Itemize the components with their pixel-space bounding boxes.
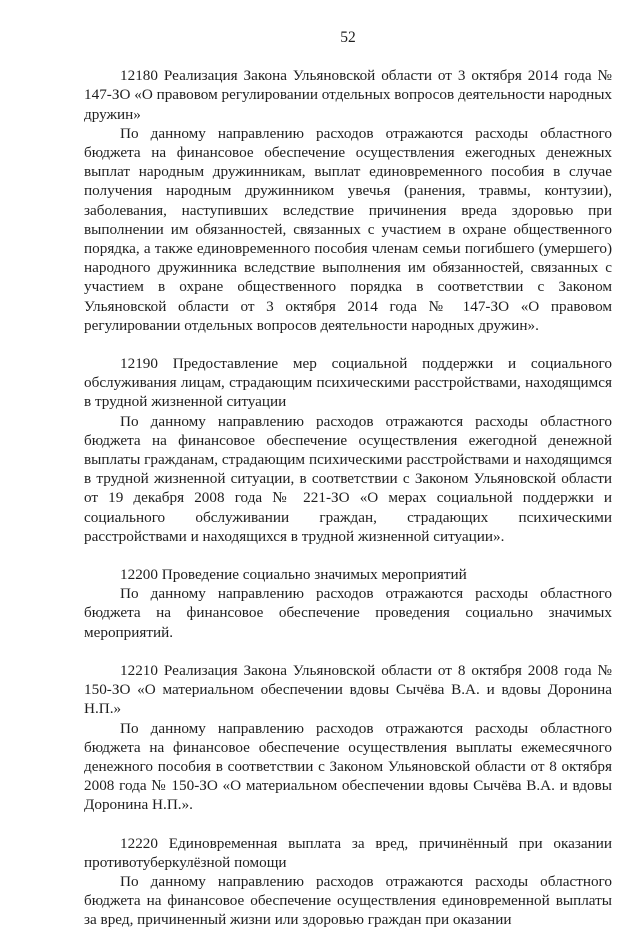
page-number: 52 bbox=[340, 29, 356, 46]
section-body: По данному направлению расходов отражаются расходы областного бюджета на финансовое обеспечение осуществления ежегодных денежных выплат народным дружинникам, выплат единовременного пособия в случае получения народным дружинником увечья (ранения, травмы, контузии), заболевания, наступивших вследствие причинения вреда здоровью при выполнении им обязанностей, связанных с участием в охране общественного порядка, а также единовременного пособия членам семьи погибшего (умершего) народного дружинника вследствие выполнения им обязанностей, связанных с участием в охране общественного порядка в соответствии с Законом Ульяновской области от 3 октября 2014 года № 147-ЗО «О правовом регулировании отдельных вопросов деятельности народных дружин». bbox=[84, 124, 612, 334]
section-body: По данному направлению расходов отражаются расходы областного бюджета на финансовое обеспечение осуществления выплаты ежемесячного денежного пособия в соответствии с Законом Ульяновской области от 8 октября 2008 года № 150-ЗО «О материальном обеспечении вдовы Сычёва В.А. и вдовы Доронина Н.П.». bbox=[84, 719, 612, 814]
section-heading: 12220 Единовременная выплата за вред, причинённый при оказании противотуберкулёзной помощи bbox=[84, 834, 612, 871]
section-12220 bbox=[84, 834, 612, 930]
section-12190 bbox=[84, 354, 612, 546]
section-heading: 12190 Предоставление мер социальной поддержки и социального обслуживания лицам, страдающим психическими расстройствами, находящимся в трудной жизненной ситуации bbox=[84, 355, 612, 411]
section-12210 bbox=[84, 661, 612, 815]
section-heading: 12210 Реализация Закона Ульяновской области от 8 октября 2008 года № 150-ЗО «О материальном обеспечении вдовы Сычёва В.А. и вдовы Доронина Н.П.» bbox=[84, 661, 612, 718]
section-heading: 12180 Реализация Закона Ульяновской области от 3 октября 2014 года № 147-ЗО «О правовом регулировании отдельных вопросов деятельности народных дружин» bbox=[84, 67, 612, 123]
document-page bbox=[84, 28, 612, 930]
section-body: По данному направлению расходов отражаются расходы областного бюджета на финансовое обеспечение осуществления ежегодной денежной выплаты гражданам, страдающим психическими расстройствами и находящимся в трудной жизненной ситуации, в соответствии с Законом Ульяновской области от 19 декабря 2008 года № 221-ЗО «О мерах социальной поддержки и социального обслуживании граждан, страдающих психическими расстройствами и находящихся в трудной жизненной ситуации». bbox=[84, 412, 612, 545]
section-body: По данному направлению расходов отражаются расходы областного бюджета на финансовое обеспечение осуществления единовременной выплаты за вред, причиненный жизни или здоровью граждан при оказании bbox=[84, 872, 612, 929]
section-12180 bbox=[84, 66, 612, 335]
section-heading: 12200 Проведение социально значимых мероприятий bbox=[120, 566, 467, 584]
section-body: По данному направлению расходов отражаются расходы областного бюджета на финансовое обеспечение проведения социально значимых мероприятий. bbox=[84, 585, 612, 641]
section-12200 bbox=[84, 565, 612, 642]
